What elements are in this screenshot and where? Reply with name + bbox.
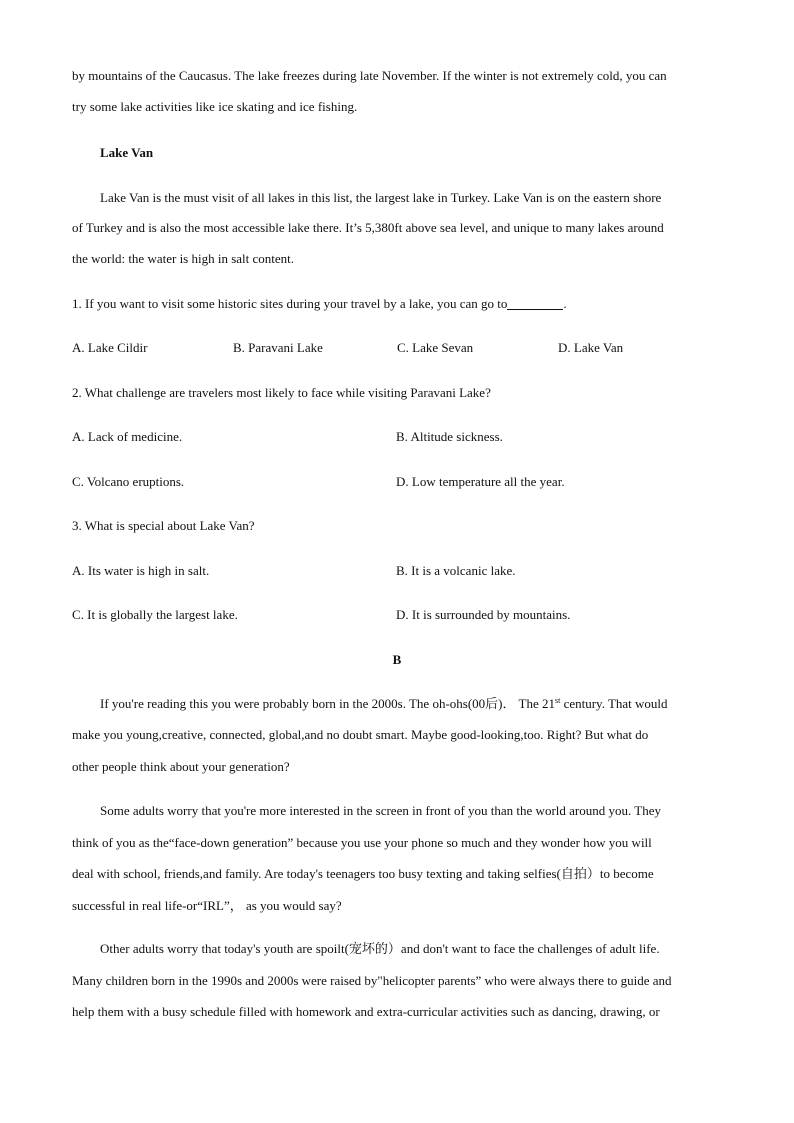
paragraph-line: successful in real life-or“IRL”， as you would say? — [72, 898, 342, 913]
question-2-option-a: A. Lack of medicine. — [72, 429, 183, 444]
paragraph-line: deal with school, friends,and family. Are today's teenagers too busy texting and taking selfies(自拍）to become — [72, 866, 654, 881]
question-3-option-b: B. It is a volcanic lake. — [396, 563, 516, 578]
question-3-option-a: A. Its water is high in salt. — [72, 563, 210, 578]
question-1-option-a: A. Lake Cildir — [72, 340, 148, 355]
paragraph-line: think of you as the“face-down generation” because you use your phone so much and they wonder how you will — [72, 835, 652, 850]
question-3-stem: 3. What is special about Lake Van? — [72, 518, 255, 533]
answer-blank — [507, 297, 563, 310]
question-2-option-c: C. Volcano eruptions. — [72, 474, 185, 489]
question-2-option-d: D. Low temperature all the year. — [396, 474, 565, 489]
question-1-option-d: D. Lake Van — [558, 340, 624, 355]
paragraph-line: Other adults worry that today's youth are spoilt(宠坏的）and don't want to face the challenges of adult life. — [100, 941, 660, 956]
paragraph-line: try some lake activities like ice skating and ice fishing. — [72, 99, 358, 114]
paragraph-line: by mountains of the Caucasus. The lake freezes during late November. If the winter is not extremely cold, you can — [72, 68, 667, 83]
paragraph-line: make you young,creative, connected, global,and no doubt smart. Maybe good-looking,too. Right? But what do — [72, 727, 649, 742]
paragraph-line: of Turkey and is also the most accessible lake there. It’s 5,380ft above sea level, and unique to many lakes around — [72, 220, 664, 235]
paragraph-line: the world: the water is high in salt content. — [72, 251, 295, 266]
lake-van-heading: Lake Van — [100, 145, 154, 160]
question-1-option-c: C. Lake Sevan — [397, 340, 474, 355]
paragraph-line: Lake Van is the must visit of all lakes in this list, the largest lake in Turkey. Lake Van is on the eastern shore — [100, 190, 662, 205]
question-2-stem: 2. What challenge are travelers most likely to face while visiting Paravani Lake? — [72, 385, 491, 400]
paragraph-line: other people think about your generation? — [72, 759, 290, 774]
paragraph-line: Many children born in the 1990s and 2000s were raised by"helicopter parents” who were always there to guide and — [72, 973, 672, 988]
question-1-stem: 1. If you want to visit some historic sites during your travel by a lake, you can go to . — [72, 296, 567, 311]
question-3-option-c: C. It is globally the largest lake. — [72, 607, 238, 622]
paragraph-line: If you're reading this you were probably born in the 2000s. The oh-ohs(00后)． The 21st century. That would — [100, 696, 668, 711]
paragraph-line: help them with a busy schedule filled with homework and extra-curricular activities such as dancing, drawing, or — [72, 1004, 660, 1019]
passage-b-heading: B — [392, 652, 402, 667]
question-3-option-d: D. It is surrounded by mountains. — [396, 607, 571, 622]
paragraph-line: Some adults worry that you're more interested in the screen in front of you than the world around you. They — [100, 803, 661, 818]
question-2-option-b: B. Altitude sickness. — [396, 429, 503, 444]
question-1-option-b: B. Paravani Lake — [233, 340, 323, 355]
